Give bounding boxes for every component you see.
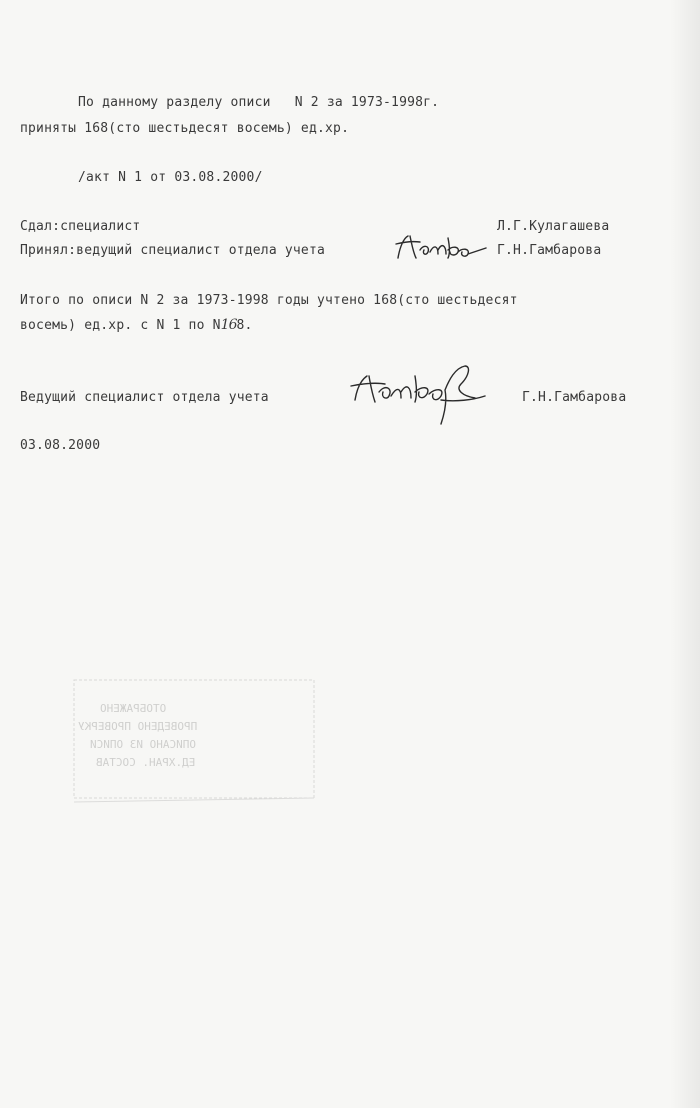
signature-large-icon bbox=[345, 360, 495, 430]
document-date: 03.08.2000 bbox=[20, 438, 101, 453]
handwritten-number: 16 bbox=[220, 317, 237, 333]
handed-name: Л.Г.Кулагашева bbox=[497, 219, 610, 234]
para1-line2: приняты 168(сто шестьдесят восемь) ед.хр. bbox=[20, 121, 350, 136]
act-reference: /акт N 1 от 03.08.2000/ bbox=[78, 170, 263, 185]
total-line2-suffix: 8. bbox=[236, 318, 253, 333]
signature-icon bbox=[390, 228, 495, 268]
total-line2 bbox=[20, 317, 253, 333]
stamp-line-4: ЕД.ХРАН. СОСТАВ bbox=[96, 756, 196, 769]
handed-label: Сдал:специалист bbox=[20, 219, 141, 234]
received-label: Принял:ведущий специалист отдела учета bbox=[20, 243, 326, 258]
lead-label: Ведущий специалист отдела учета bbox=[20, 390, 269, 405]
received-name: Г.Н.Гамбарова bbox=[497, 243, 602, 258]
page-edge-shadow bbox=[670, 0, 700, 1108]
stamp-line-2: ПРОВЕДЕНО ПРОВЕРКУ bbox=[78, 720, 198, 733]
faded-stamp bbox=[70, 672, 320, 812]
lead-name: Г.Н.Гамбарова bbox=[522, 390, 627, 405]
para1-line1: По данному разделу описи N 2 за 1973-1998г. bbox=[78, 95, 440, 110]
total-line1: Итого по описи N 2 за 1973-1998 годы учтено 168(сто шестьдесят bbox=[20, 293, 518, 308]
stamp-line-1: ОТОБРАЖЕНО bbox=[100, 702, 167, 715]
total-line2-prefix: восемь) ед.хр. с N 1 по N bbox=[20, 318, 221, 333]
stamp-line-3: ОПИСАНО ИЗ ОПИСИ bbox=[90, 738, 196, 751]
